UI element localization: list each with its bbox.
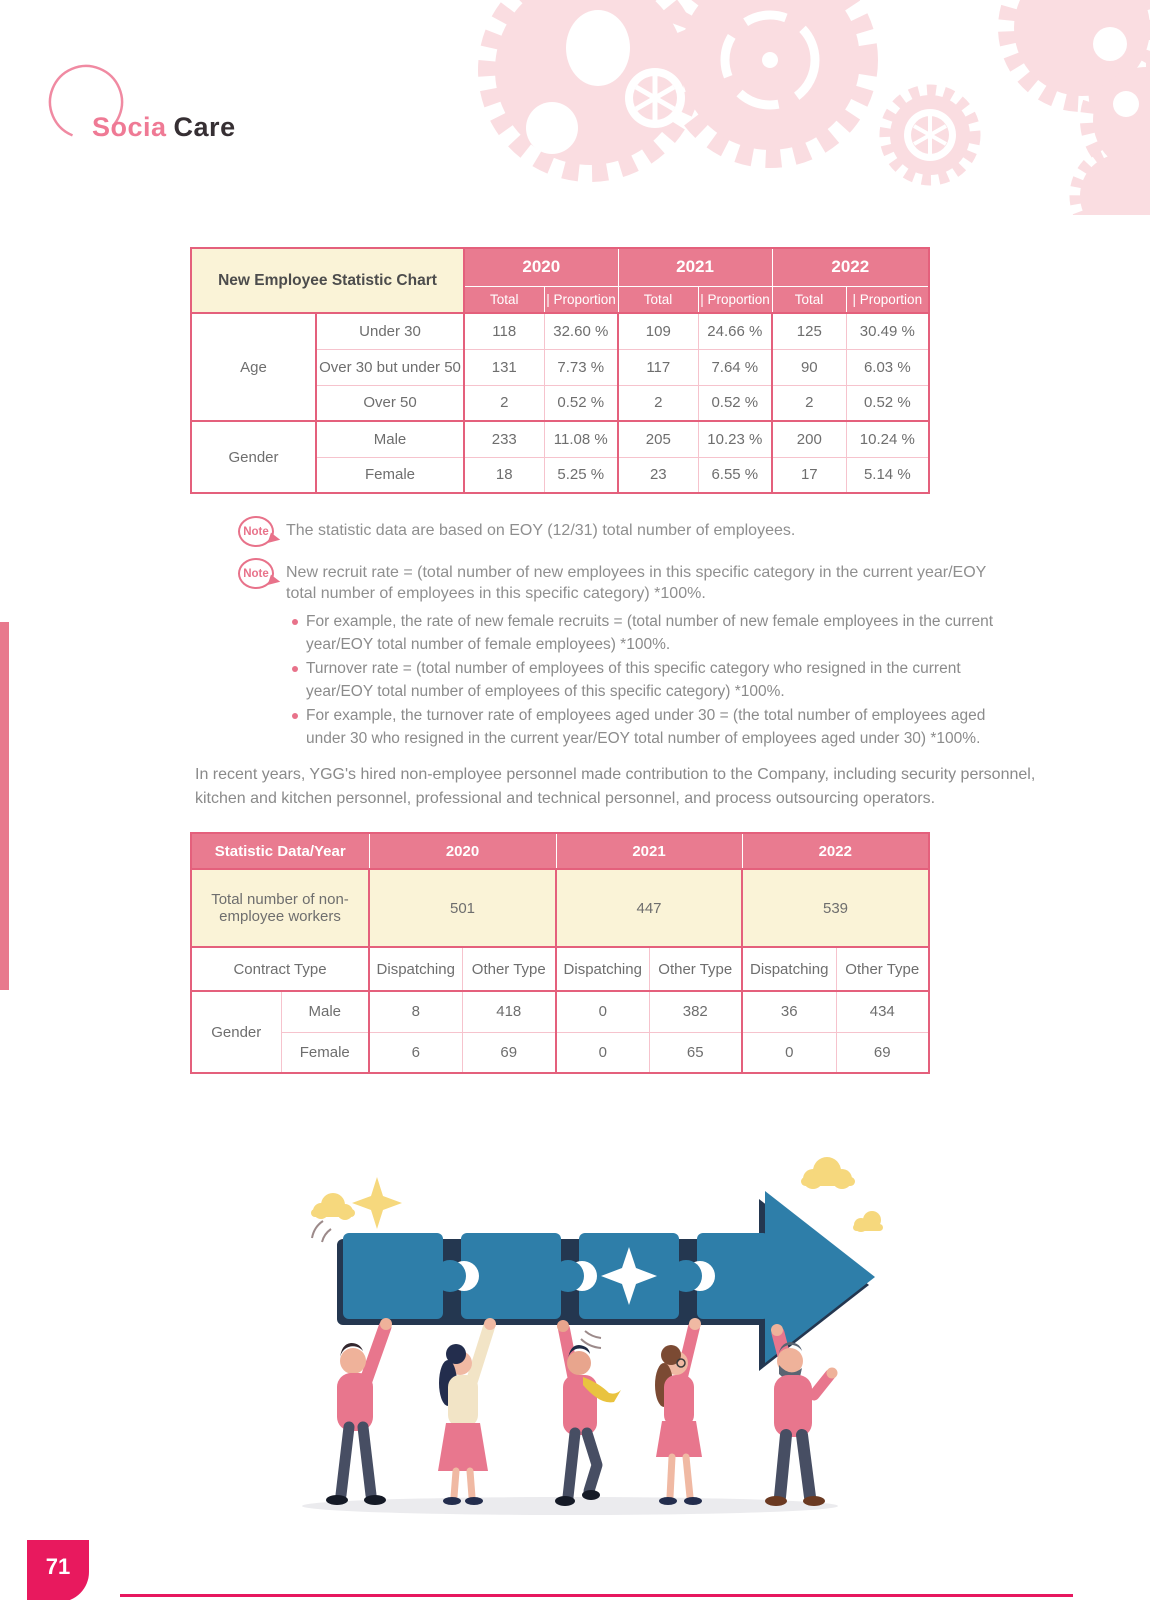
row-label: Contract Type [191, 947, 369, 991]
table-cell: 5.14 % [846, 457, 929, 493]
row-label: Female [281, 1032, 369, 1073]
table-cell: 0.52 % [846, 385, 929, 421]
table-cell: 131 [464, 349, 544, 385]
table-cell: 109 [618, 313, 698, 349]
table-row [191, 313, 929, 349]
title-rest: Care [173, 112, 236, 142]
footer-rule [120, 1594, 1073, 1597]
table-cell: 69 [462, 1032, 556, 1073]
bullet-item: Turnover rate = (total number of employees of this specific category who resigned in the current year/EOY total number of employees of this specific category) *100%. [292, 657, 1022, 703]
non-employee-workers-table [190, 832, 930, 1074]
table-cell: Other Type [462, 947, 556, 991]
table-cell: Other Type [649, 947, 742, 991]
row-label: Over 30 but under 50 [316, 349, 464, 385]
table-cell: 8 [369, 991, 462, 1032]
left-accent-bar [0, 622, 9, 990]
table-cell: 10.23 % [698, 421, 772, 457]
note-badge-icon: Note [238, 516, 274, 547]
note-2 [238, 556, 998, 604]
table-cell: 32.60 % [544, 313, 618, 349]
row-label: Male [316, 421, 464, 457]
table-cell: 6.03 % [846, 349, 929, 385]
table-cell: 0 [742, 1032, 836, 1073]
note-1 [238, 514, 998, 547]
note-badge-icon: Note [238, 558, 274, 589]
table-cell: 200 [772, 421, 846, 457]
year-header: 2021 [556, 833, 742, 869]
year-header: 2021 [618, 248, 772, 286]
table-cell: 18 [464, 457, 544, 493]
total-row [191, 869, 929, 947]
table-cell: 7.73 % [544, 349, 618, 385]
row-label: Female [316, 457, 464, 493]
proportion-header: | Proportion [544, 286, 618, 313]
title-accent: Socia [92, 112, 167, 142]
table-cell: 205 [618, 421, 698, 457]
table-cell: 0.52 % [698, 385, 772, 421]
table-cell: 0 [556, 991, 649, 1032]
body-paragraph: In recent years, YGG's hired non-employee personnel made contribution to the Company, including security personnel, kitchen and kitchen personnel, professional and technical personnel, and process outsourcing operators. [195, 766, 1036, 807]
table-cell: 418 [462, 991, 556, 1032]
table-cell: 2 [772, 385, 846, 421]
group-label: Gender [191, 991, 281, 1073]
proportion-header: | Proportion [846, 286, 929, 313]
table-header-row [191, 248, 929, 286]
table-cell: 65 [649, 1032, 742, 1073]
table-cell: 23 [618, 457, 698, 493]
table-cell: 0 [556, 1032, 649, 1073]
total-header: Total [772, 286, 846, 313]
table-cell: 36 [742, 991, 836, 1032]
table-cell: Dispatching [369, 947, 462, 991]
table-cell: 233 [464, 421, 544, 457]
row-label: Over 50 [316, 385, 464, 421]
table-row [191, 991, 929, 1032]
table-cell: Other Type [836, 947, 929, 991]
table-header-row [191, 833, 929, 869]
table-cell: 30.49 % [846, 313, 929, 349]
table-row [191, 1032, 929, 1073]
table-cell: 2 [618, 385, 698, 421]
proportion-header: | Proportion [698, 286, 772, 313]
table-cell: 2 [464, 385, 544, 421]
row-label: Male [281, 991, 369, 1032]
table-cell: 382 [649, 991, 742, 1032]
group-label: Age [191, 313, 316, 421]
teamwork-illustration [265, 1135, 885, 1535]
table-cell: 90 [772, 349, 846, 385]
note-text: The statistic data are based on EOY (12/31) total number of employees. [286, 522, 796, 539]
new-employee-statistics-table [190, 247, 930, 494]
table-cell: 447 [556, 869, 742, 947]
table-title: Statistic Data/Year [191, 833, 369, 869]
year-header: 2022 [772, 248, 929, 286]
page-number-badge [27, 1540, 89, 1600]
page-title [92, 112, 236, 143]
total-header: Total [464, 286, 544, 313]
page-number: 71 [45, 1554, 71, 1579]
table-cell: 434 [836, 991, 929, 1032]
year-header: 2020 [464, 248, 618, 286]
table-cell: 24.66 % [698, 313, 772, 349]
table-cell: 0.52 % [544, 385, 618, 421]
contract-type-row [191, 947, 929, 991]
table-cell: Dispatching [742, 947, 836, 991]
table-cell: 10.24 % [846, 421, 929, 457]
table-cell: 501 [369, 869, 556, 947]
row-label: Under 30 [316, 313, 464, 349]
table-cell: 6 [369, 1032, 462, 1073]
table-cell: 7.64 % [698, 349, 772, 385]
table-cell: 11.08 % [544, 421, 618, 457]
table-cell: 69 [836, 1032, 929, 1073]
table-cell: 117 [618, 349, 698, 385]
bullet-item: For example, the rate of new female recruits = (total number of new female employees in the current year/EOY total number of female employees) *100%. [292, 610, 1022, 656]
bullet-item: For example, the turnover rate of employees aged under 30 = (the total number of employees aged under 30 who resigned in the current year/EOY total number of employees aged under 30) *100%. [292, 704, 1022, 750]
table-cell: Dispatching [556, 947, 649, 991]
total-header: Total [618, 286, 698, 313]
brand-header [46, 62, 406, 152]
year-header: 2022 [742, 833, 929, 869]
table-cell: 17 [772, 457, 846, 493]
group-label: Gender [191, 421, 316, 493]
table-cell: 125 [772, 313, 846, 349]
table-cell: 539 [742, 869, 929, 947]
table-cell: 5.25 % [544, 457, 618, 493]
table-row [191, 421, 929, 457]
notes-bullet-list [292, 610, 1022, 751]
note-text: New recruit rate = (total number of new employees in this specific category in the current year/EOY total number of employees in this specific category) *100%. [286, 564, 987, 602]
gears-decoration [470, 0, 1150, 215]
table-cell: 118 [464, 313, 544, 349]
table-title: New Employee Statistic Chart [191, 248, 464, 313]
row-label: Total number of non-employee workers [191, 869, 369, 947]
table-cell: 6.55 % [698, 457, 772, 493]
year-header: 2020 [369, 833, 556, 869]
